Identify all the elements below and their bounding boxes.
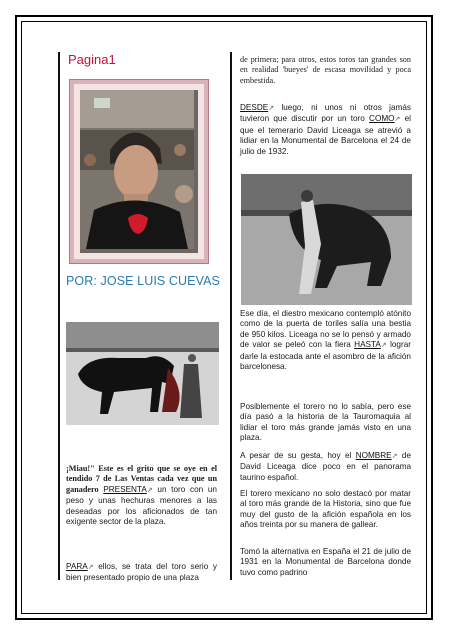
link-icon: ↗ <box>391 453 398 460</box>
author-byline: POR: JOSE LUIS CUEVAS <box>66 274 220 288</box>
article-paragraph-3 <box>240 55 411 86</box>
paragraph-4-mid: luego, ni unos ni otros jamás tuvieron que discutir por un toro <box>240 103 411 124</box>
article-paragraph-8 <box>240 489 411 531</box>
article-paragraph-7 <box>240 451 411 483</box>
link-icon: ↗ <box>394 116 401 124</box>
paragraph-1-lead: ¡Miau!" Este es el grito que se oye en el tendido 7 de Las Ventas cada vez que un ganadero <box>66 464 217 494</box>
paragraph-7-lead: A pesar de su gesta, hoy el <box>240 451 352 460</box>
paragraph-3-text: de primera; para otros, estos toros tan grandes son en realidad 'bueyes' de escasa movilidad y poca embestida. <box>240 55 411 85</box>
bullfight-photo-right <box>241 174 412 305</box>
bullfight-image <box>66 322 219 425</box>
link-icon: ↗ <box>268 105 275 112</box>
link-como[interactable]: COMO <box>369 114 395 124</box>
article-paragraph-1 <box>66 464 217 527</box>
paragraph-5-tail: lograr darle la estocada ante el asombro de la afición barcelonesa. <box>240 340 411 372</box>
article-paragraph-9 <box>240 547 411 578</box>
paragraph-2-tail: ellos, se trata del toro serio y bien presentado propio de una plaza <box>66 562 217 583</box>
article-paragraph-2 <box>66 562 217 584</box>
paragraph-4-tail: el que el temerario David Liceaga se atrevió a lidiar en la Monumental de Barcelona el 24 de julio de 1932. <box>240 114 411 156</box>
article-paragraph-4 <box>240 103 411 157</box>
bullfight-photo-top <box>66 322 219 425</box>
paragraph-5-text: Ese día, el diestro mexicano contempló atónito como de la puerta de toriles salía una bestia de 950 kilos. Liceaga no se lo pensó y armado de valor se peleó con la fiera <box>240 309 411 350</box>
page-title: Pagina1 <box>68 52 116 67</box>
paragraph-1-tail: un toro con un peso y unas hechuras menores a las deseadas por los aficionados de tan exigente sector de la plaza. <box>66 484 217 527</box>
author-portrait-image <box>80 90 194 249</box>
paragraph-9-text: Tomó la alternativa en España el 21 de julio de 1931 en la Monumental de Barcelona donde tuvo como padrino <box>240 547 411 577</box>
author-photo <box>70 80 208 263</box>
right-column-rule <box>230 52 232 580</box>
paragraph-7-tail: de David Liceaga dice poco en el panorama taurino español. <box>240 451 411 482</box>
link-presenta[interactable]: PRESENTA <box>103 484 147 494</box>
article-paragraph-5 <box>240 309 411 372</box>
link-nombre[interactable]: NOMBRE <box>355 451 392 460</box>
paragraph-8-text: El torero mexicano no solo destacó por matar al toro más grande de la Historia, sino que fue muy del gusto de la afición española en los años treinta por su manera de gallear. <box>240 489 411 530</box>
link-hasta[interactable]: HASTA <box>354 340 381 350</box>
paragraph-6-text: Posiblemente el torero no lo sabía, pero ese día pasó a la historia de la Tauromaquia al lidiar el toro más grande jamás visto en una plaza. <box>240 402 411 443</box>
link-desde[interactable]: DESDE <box>240 103 269 112</box>
historic-bullfight-image <box>241 174 412 305</box>
article-paragraph-6 <box>240 402 411 444</box>
link-para[interactable]: PARA <box>66 562 88 571</box>
left-column-rule <box>58 52 60 580</box>
link-icon: ↗ <box>380 342 387 350</box>
link-icon: ↗ <box>87 564 94 571</box>
link-icon: ↗ <box>146 486 153 494</box>
